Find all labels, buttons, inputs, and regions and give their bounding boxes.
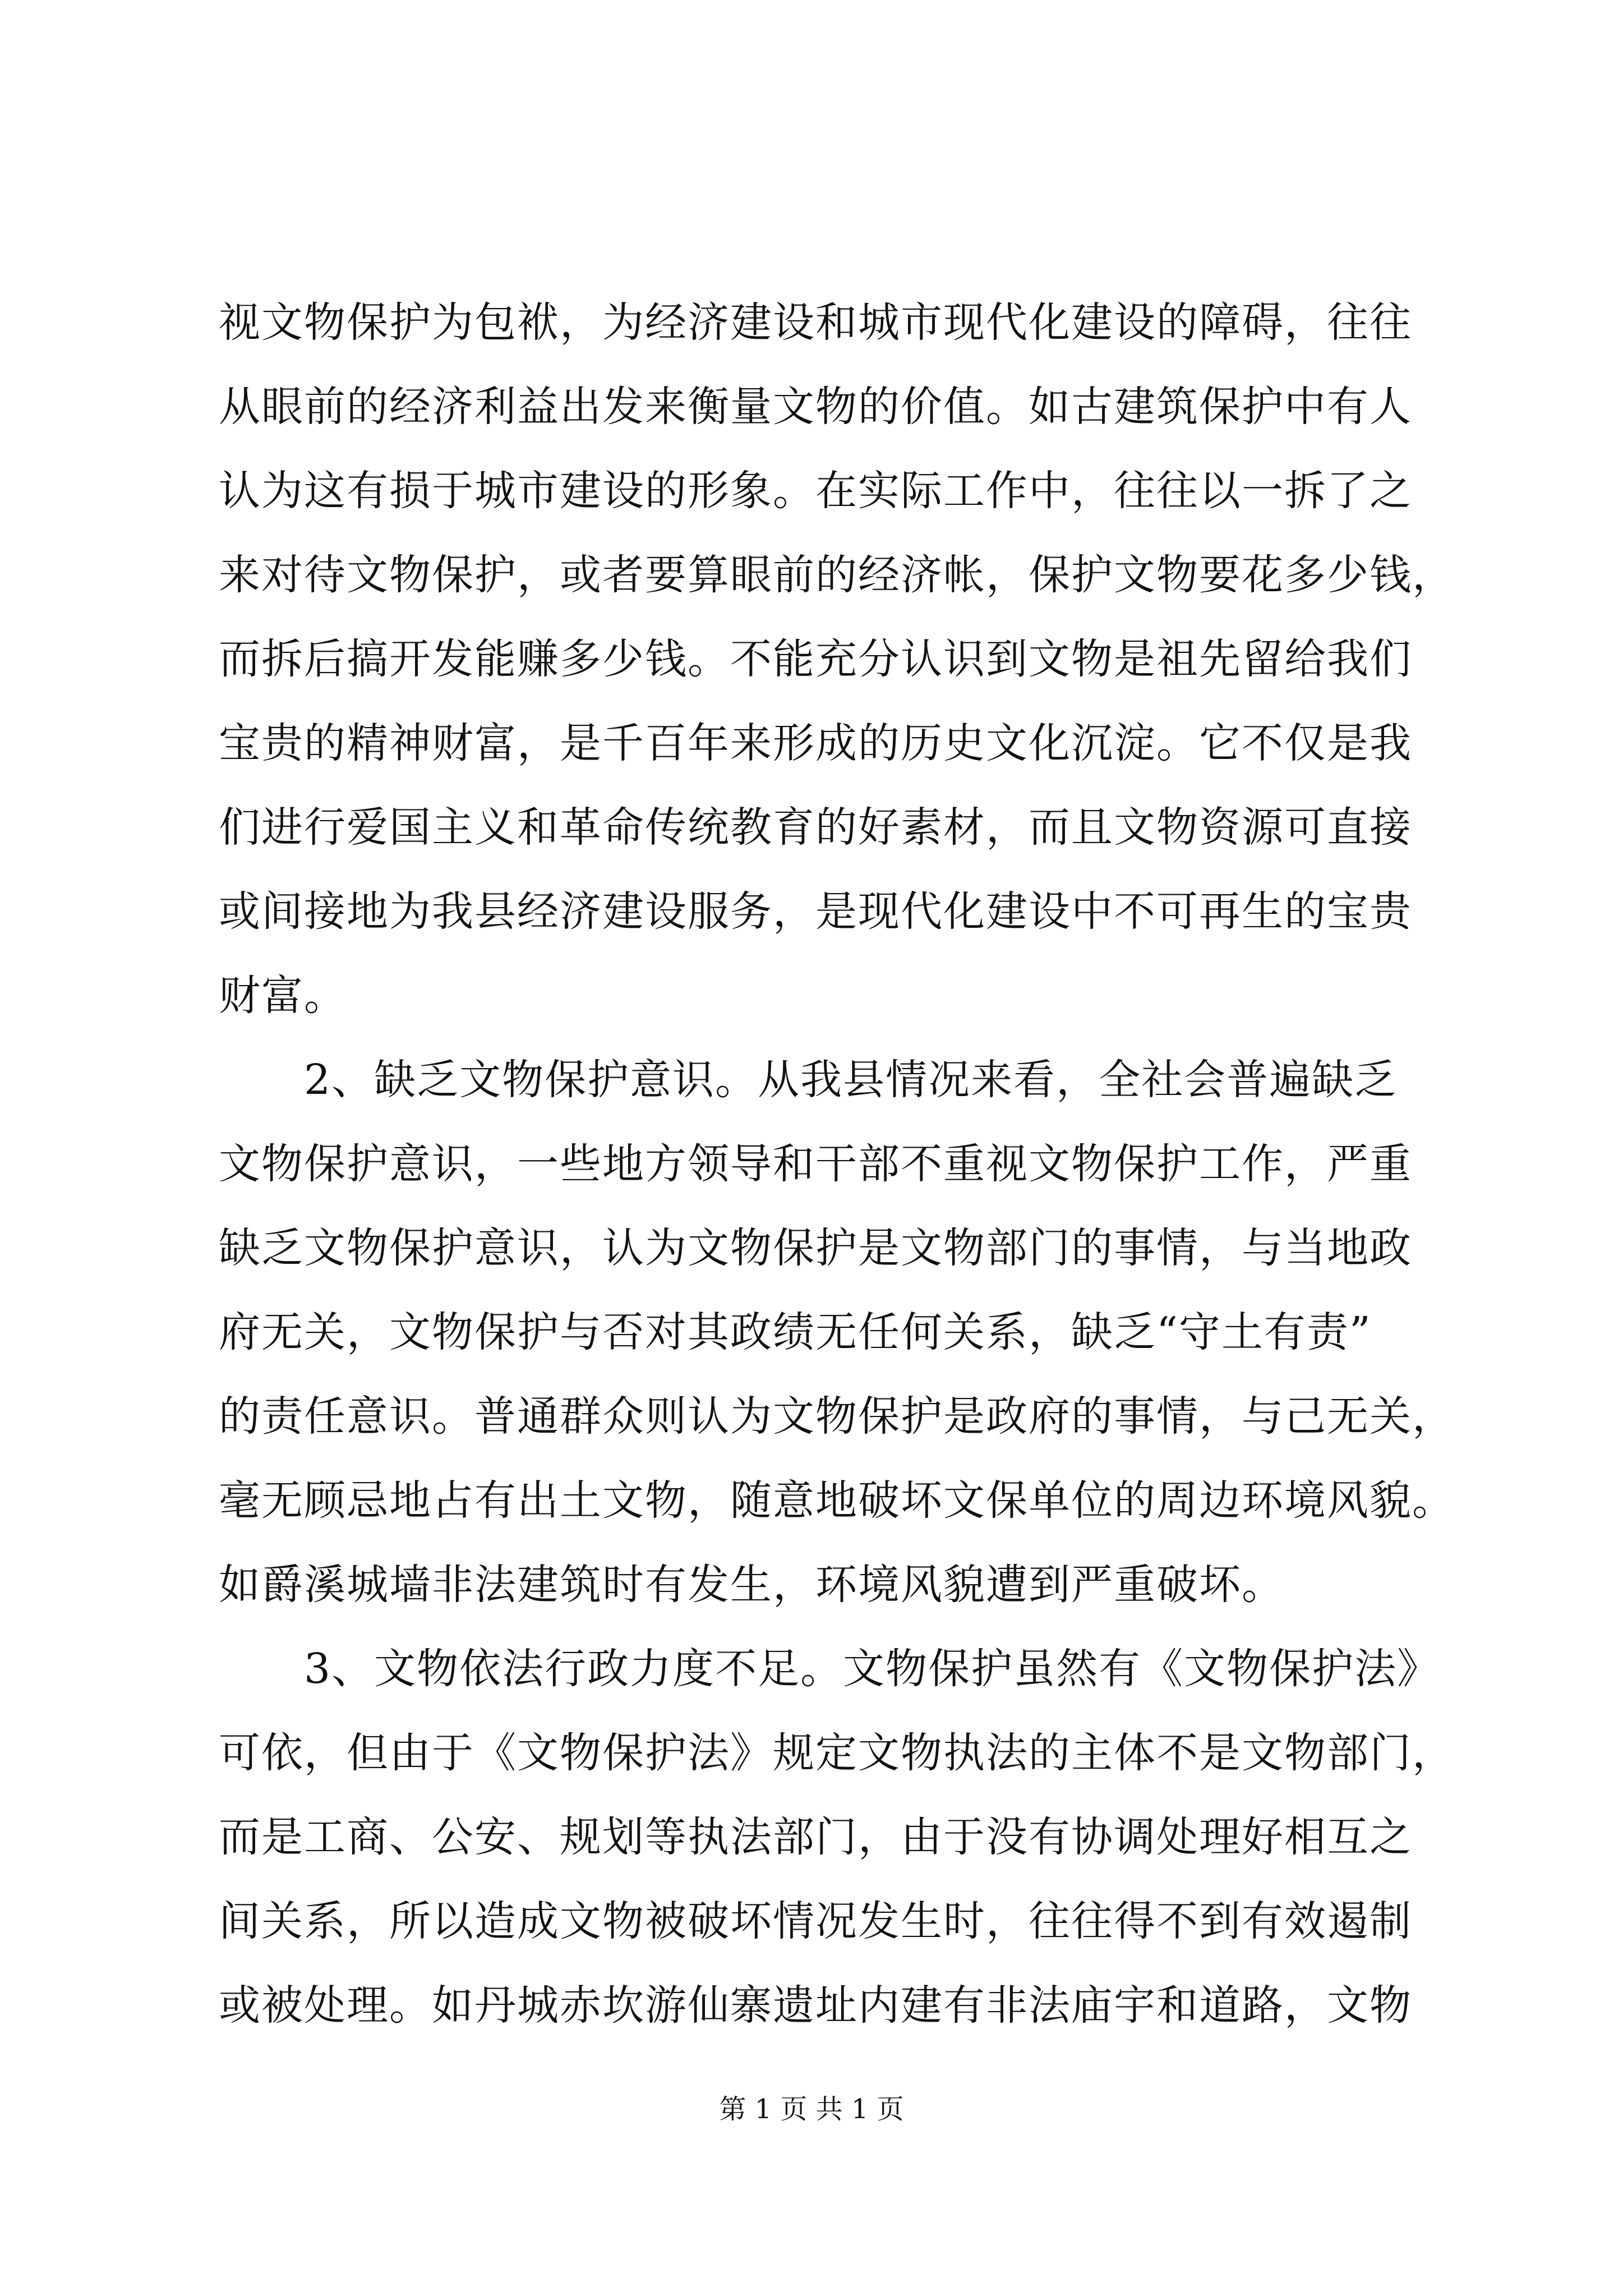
text-line: 可依，但由于《文物保护法》规定文物执法的主体不是文物部门，: [219, 1729, 1455, 1777]
text-line: 毫无顾忌地占有出土文物，随意地破坏文保单位的周边环境风貌。: [219, 1476, 1455, 1525]
paragraph-2-start: 2、缺乏文物保护意识。从我县情况来看，全社会普遍缺乏: [219, 1056, 1398, 1104]
text-line: 视文物保护为包袱，为经济建设和城市现代化建设的障碍，往往: [219, 298, 1412, 347]
page-number-footer: 第 1 页 共 1 页: [719, 2093, 904, 2125]
text-line: 缺乏文物保护意识，认为文物保护是文物部门的事情，与当地政: [219, 1224, 1412, 1272]
text-line: 的责任意识。普通群众则认为文物保护是政府的事情，与己无关，: [219, 1392, 1455, 1441]
text-line: 如爵溪城墙非法建筑时有发生，环境风貌遭到严重破坏。: [219, 1561, 1284, 1609]
text-line: 们进行爱国主义和革命传统教育的好素材，而且文物资源可直接: [219, 803, 1412, 852]
text-line: 来对待文物保护，或者要算眼前的经济帐，保护文物要花多少钱，: [219, 551, 1455, 599]
text-line: 认为这有损于城市建设的形象。在实际工作中，往往以一拆了之: [219, 467, 1412, 515]
text-line: 财富。: [219, 972, 347, 1020]
text-line: 间关系，所以造成文物被破坏情况发生时，往往得不到有效遏制: [219, 1897, 1412, 1945]
text-line: 而拆后搞开发能赚多少钱。不能充分认识到文物是祖先留给我们: [219, 635, 1412, 683]
text-line: 或间接地为我县经济建设服务，是现代化建设中不可再生的宝贵: [219, 887, 1412, 936]
text-line: 从眼前的经济利益出发来衡量文物的价值。如古建筑保护中有人: [219, 383, 1412, 431]
text-line: 或被处理。如丹城赤坎游仙寨遗址内建有非法庙宇和道路，文物: [219, 1981, 1412, 2030]
paragraph-3-start: 3、文物依法行政力度不足。文物保护虽然有《文物保护法》: [219, 1645, 1440, 1693]
text-line: 府无关，文物保护与否对其政绩无任何关系，缺乏“守土有责”: [219, 1308, 1372, 1356]
text-line: 宝贵的精神财富，是千百年来形成的历史文化沉淀。它不仅是我: [219, 719, 1412, 767]
text-line: 而是工商、公安、规划等执法部门，由于没有协调处理好相互之: [219, 1813, 1412, 1861]
text-line: 文物保护意识，一些地方领导和干部不重视文物保护工作，严重: [219, 1140, 1412, 1188]
